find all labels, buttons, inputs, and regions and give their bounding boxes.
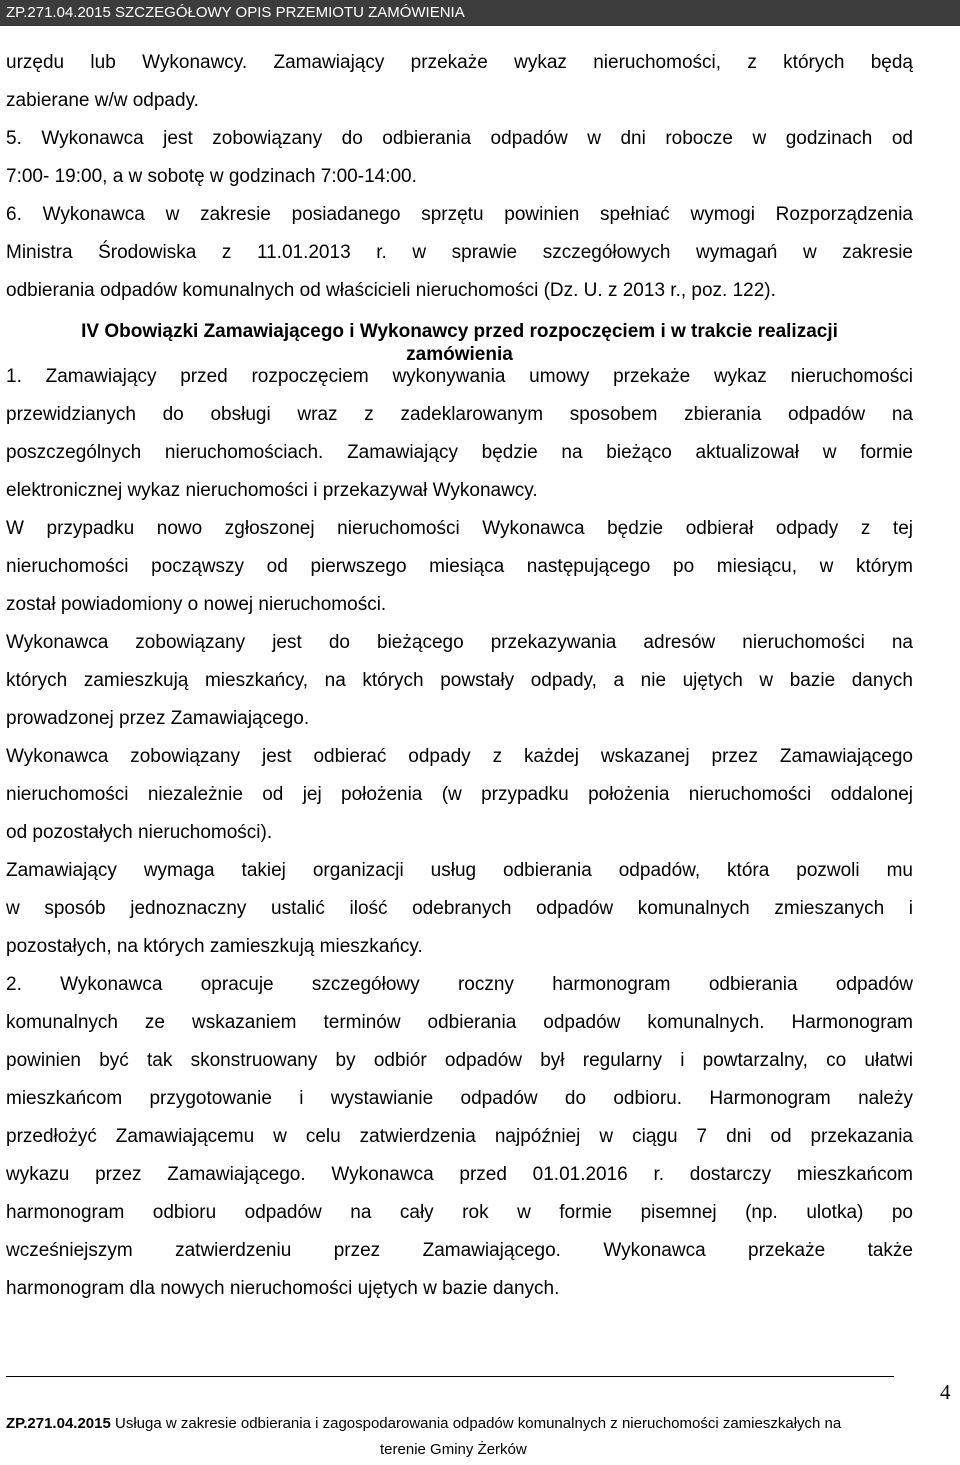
body-line: 5. Wykonawca jest zobowiązany do odbierania odpadów w dni robocze w godzinach od: [6, 128, 913, 149]
body-line: pozostałych, na których zamieszkują mieszkańcy.: [6, 936, 423, 957]
body-line: których zamieszkują mieszkańcy, na których powstały odpady, a nie ujętych w bazie danych: [6, 670, 913, 691]
body-line: Wykonawca zobowiązany jest odbierać odpady z każdej wskazanej przez Zamawiającego: [6, 746, 913, 767]
body-line: harmonogram odbioru odpadów na cały rok w formie pisemnej (np. ulotka) po: [6, 1202, 913, 1223]
footer-reference: [6, 1415, 841, 1433]
body-line: komunalnych ze wskazaniem terminów odbierania odpadów komunalnych. Harmonogram: [6, 1012, 913, 1033]
body-line: Wykonawca zobowiązany jest do bieżącego przekazywania adresów nieruchomości na: [6, 632, 913, 653]
body-line: 2. Wykonawca opracuje szczegółowy roczny harmonogram odbierania odpadów: [6, 974, 913, 995]
body-line: mieszkańcom przygotowanie i wystawianie odpadów do odbioru. Harmonogram należy: [6, 1088, 913, 1109]
footer-ref-code: ZP.271.04.2015: [6, 1415, 111, 1432]
body-line: powinien być tak skonstruowany by odbiór odpadów był regularny i powtarzalny, co ułatwi: [6, 1050, 913, 1071]
footer-ref-text: Usługa w zakresie odbierania i zagospodarowania odpadów komunalnych z nieruchomości zamieszkałych na: [110, 1415, 842, 1432]
body-line: Zamawiający wymaga takiej organizacji usług odbierania odpadów, która pozwoli mu: [6, 860, 913, 881]
body-line: elektronicznej wykaz nieruchomości i przekazywał Wykonawcy.: [6, 480, 538, 501]
body-line: nieruchomości począwszy od pierwszego miesiąca następującego po miesiącu, w którym: [6, 556, 913, 577]
body-line: urzędu lub Wykonawcy. Zamawiający przekaże wykaz nieruchomości, z których będą: [6, 52, 913, 73]
body-line: przedłożyć Zamawiającemu w celu zatwierdzenia najpóźniej w ciągu 7 dni od przekazania: [6, 1126, 913, 1147]
body-line: harmonogram dla nowych nieruchomości ujętych w bazie danych.: [6, 1278, 560, 1299]
body-line: wykazu przez Zamawiającego. Wykonawca przed 01.01.2016 r. dostarczy mieszkańcom: [6, 1164, 913, 1185]
body-line: został powiadomiony o nowej nieruchomości.: [6, 594, 387, 615]
body-line: w sposób jednoznaczny ustalić ilość odebranych odpadów komunalnych zmieszanych i: [6, 898, 913, 919]
body-line: Ministra Środowiska z 11.01.2013 r. w sprawie szczegółowych wymagań w zakresie: [6, 242, 913, 263]
footer-location: terenie Gminy Żerków: [380, 1441, 527, 1458]
body-line: W przypadku nowo zgłoszonej nieruchomości Wykonawca będzie odbierał odpady z tej: [6, 518, 913, 539]
section-heading-line-1: IV Obowiązki Zamawiającego i Wykonawcy przed rozpoczęciem i w trakcie realizacji: [81, 321, 838, 342]
footer-divider: [6, 1376, 894, 1377]
header-title: ZP.271.04.2015 SZCZEGÓŁOWY OPIS PRZEMIOTU ZAMÓWIENIA: [6, 4, 465, 21]
section-heading-line-2: zamówienia: [406, 344, 513, 365]
body-line: nieruchomości niezależnie od jej położenia (w przypadku położenia nieruchomości oddalonej: [6, 784, 913, 805]
body-line: wcześniejszym zatwierdzeniu przez Zamawiającego. Wykonawca przekaże także: [6, 1240, 913, 1261]
body-line: poszczególnych nieruchomościach. Zamawiający będzie na bieżąco aktualizował w formie: [6, 442, 913, 463]
body-line: zabierane w/w odpady.: [6, 90, 199, 111]
page-number: 4: [940, 1380, 951, 1404]
body-line: 6. Wykonawca w zakresie posiadanego sprzętu powinien spełniać wymogi Rozporządzenia: [6, 204, 913, 225]
body-line: odbierania odpadów komunalnych od właścicieli nieruchomości (Dz. U. z 2013 r., poz. 122).: [6, 280, 776, 301]
body-line: 1. Zamawiający przed rozpoczęciem wykonywania umowy przekaże wykaz nieruchomości: [6, 366, 913, 387]
body-line: prowadzonej przez Zamawiającego.: [6, 708, 310, 729]
page-header: [0, 0, 960, 26]
body-line: od pozostałych nieruchomości).: [6, 822, 273, 843]
body-line: przewidzianych do obsługi wraz z zadeklarowanym sposobem zbierania odpadów na: [6, 404, 913, 425]
body-line: 7:00- 19:00, a w sobotę w godzinach 7:00-14:00.: [6, 166, 417, 187]
